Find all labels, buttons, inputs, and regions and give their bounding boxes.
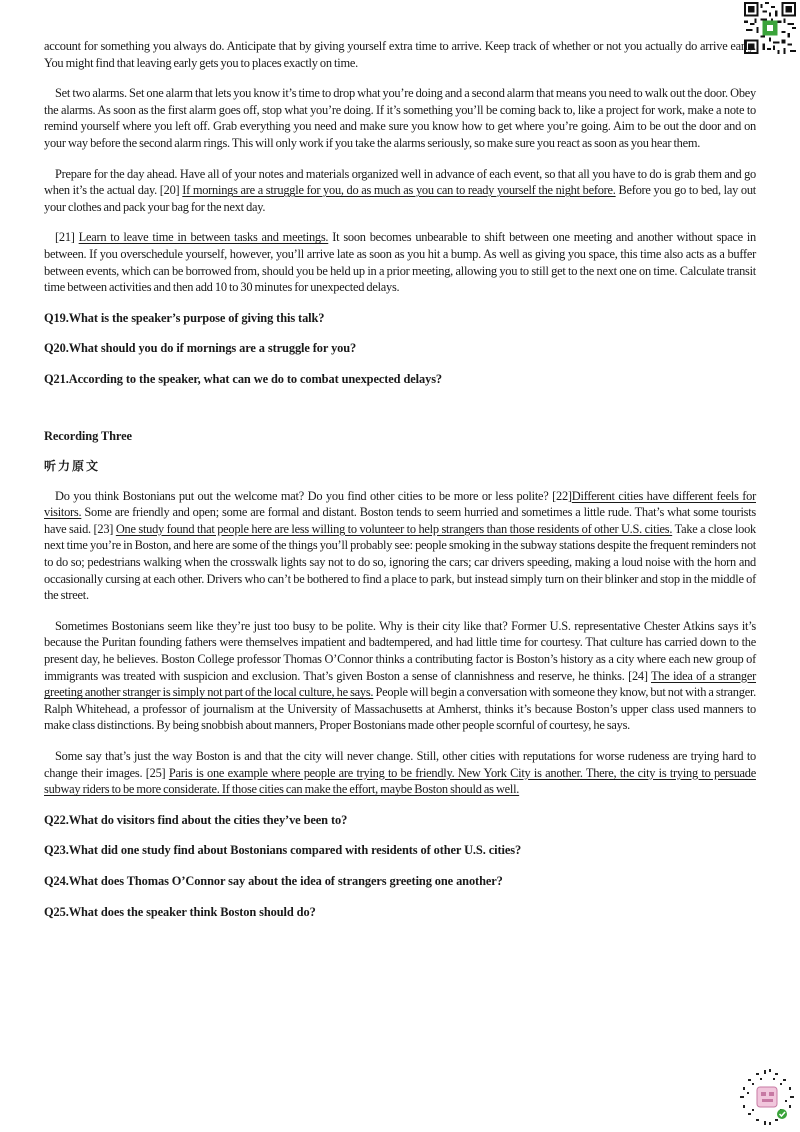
underlined-answer-23: One study found that people here are less willing to volunteer to help strangers than those residents of other U.S. cities. bbox=[115, 521, 673, 536]
paragraph-too-busy bbox=[44, 618, 756, 734]
paragraph-text: Some say that’s just the way Boston is and that the city will never change. Still, other cities with reputations for worse rudeness are trying hard to change their images. [25] bbox=[44, 749, 756, 780]
underlined-answer-25: Paris is one example where people are trying to be friendly. New York City is another. There, the city is trying to persuade subway riders to be more considerate. If those cities can make the effort, maybe Boston should as well. bbox=[44, 765, 756, 797]
question-22: Q22.What do visitors find about the cities they’ve been to? bbox=[44, 812, 348, 827]
paragraph-leave-time bbox=[44, 229, 756, 295]
section-heading: Recording Three bbox=[44, 428, 132, 443]
question-19: Q19.What is the speaker’s purpose of giving this talk? bbox=[44, 310, 325, 325]
paragraph-text: It soon becomes unbearable to shift between one meeting and another without space in between. If you overschedule yourself, however, you’ll arrive late as soon as you hit a bump. As well as giving you space, this time also acts as a buffer between events, which can be borrowed from, should you be held up in a prior meeting, allowing you to still get to the next one on time. Calculate transit time between activities and then add 10 to 30 minutes for unexpected delays. bbox=[44, 230, 756, 295]
paragraph-bostonians bbox=[44, 488, 756, 604]
paragraph-text: [21] bbox=[55, 230, 79, 245]
question-21: Q21.According to the speaker, what can we do to combat unexpected delays? bbox=[44, 371, 443, 386]
question-24: Q24.What does Thomas O’Connor say about the idea of strangers greeting one another? bbox=[44, 873, 503, 888]
paragraph-text: Prepare for the day ahead. Have all of your notes and materials organized well in advance of each event, so that all you have to do is grab them and go when it’s the actual day. [20] bbox=[44, 166, 756, 198]
document-page bbox=[44, 38, 756, 934]
app-logo-icon bbox=[738, 1068, 796, 1126]
paragraph-prepare-day bbox=[44, 166, 756, 216]
section-subheading: 听力原文 bbox=[44, 459, 101, 474]
paragraph-text: Before you go to bed, lay out your clothes and pack your bag for the next day. bbox=[44, 183, 756, 214]
paragraph-change-images bbox=[44, 748, 756, 798]
paragraph-text: Sometimes Bostonians seem like they’re just too busy to be polite. Why is their city like that? Former U.S. representative Chester Atkins says it’s because the Puritan founding fathers were themselves impatient and badtempered, and had little time for courtesy. That culture has carried down to the present day, he believes. Boston College professor Thomas O’Connor thinks a contributing factor is Boston’s history as a city where each new group of immigrants was treated with suspicion and exclusion. That’s given Boston a sense of clannishness and reserve, he thinks. [24] bbox=[44, 618, 756, 683]
paragraph-text: Do you think Bostonians put out the welcome mat? Do you find other cities to be more or less polite? [22] bbox=[55, 488, 572, 503]
underlined-answer-22: Different cities have different feels for visitors. bbox=[44, 488, 756, 520]
question-23: Q23.What did one study find about Bostonians compared with residents of other U.S. cities? bbox=[44, 843, 522, 858]
underlined-answer-20: If mornings are a struggle for you, do as much as you can to ready yourself the night before. bbox=[182, 183, 616, 198]
paragraph-set-two-alarms: Set two alarms. Set one alarm that lets you know it’s time to drop what you’re doing and a second alarm that means you need to walk out the door. Obey the alarms. As soon as the first alarm goes off, stop what you’re doing. If it’s something you’ll be coming back to, like a project for work, make a note to remind yourself where you left off. Grab everything you need and make sure you know how to get where you’re going. Aim to be out the door and on your way before the second alarm rings. This will only work if you take the alarms seriously, so make sure you react as soon as you hear them. bbox=[44, 86, 756, 150]
question-25: Q25.What does the speaker think Boston should do? bbox=[44, 904, 316, 919]
underlined-answer-21: Learn to leave time in between tasks and meetings. bbox=[78, 230, 329, 245]
question-20: Q20.What should you do if mornings are a struggle for you? bbox=[44, 341, 357, 356]
paragraph-text: People will begin a conversation with someone they know, but not with a stranger. Ralph Whitehead, a professor of journalism at the University of Massachusetts at Amherst, thinks it’s because Boston’s upper class used manners to make class distinctions. By being snobbish about manners, Proper Bostonians made other people scornful of courtesy, he says. bbox=[44, 685, 756, 733]
paragraph-text: Take a close look next time you’re in Boston, and here are some of the things you’ll probably see: people smoking in the subway stations despite the frequent reminders not to do so; pedestrians walking when the crosswalk lights say not to do so, ignoring the cars; car drivers speeding, making a loud noise with the horn and occasionally cursing at each other. Drivers who can’t be bothered to find a place to park, but instead simply turn on their blinker and stop in the middle of the street. bbox=[44, 521, 756, 603]
paragraph-text: Some are friendly and open; some are formal and distant. Boston tends to seem hurried and sometimes a little rude. That’s what some tourists have said. [23] bbox=[44, 505, 756, 536]
paragraph-continuation: account for something you always do. Anticipate that by giving yourself extra time to arrive. Keep track of whether or not you actually do arrive early. You might find that leaving early gets you to places exactly on time. bbox=[44, 39, 756, 70]
underlined-answer-24: The idea of a stranger greeting another stranger is simply not part of the local culture, he says. bbox=[44, 668, 757, 700]
